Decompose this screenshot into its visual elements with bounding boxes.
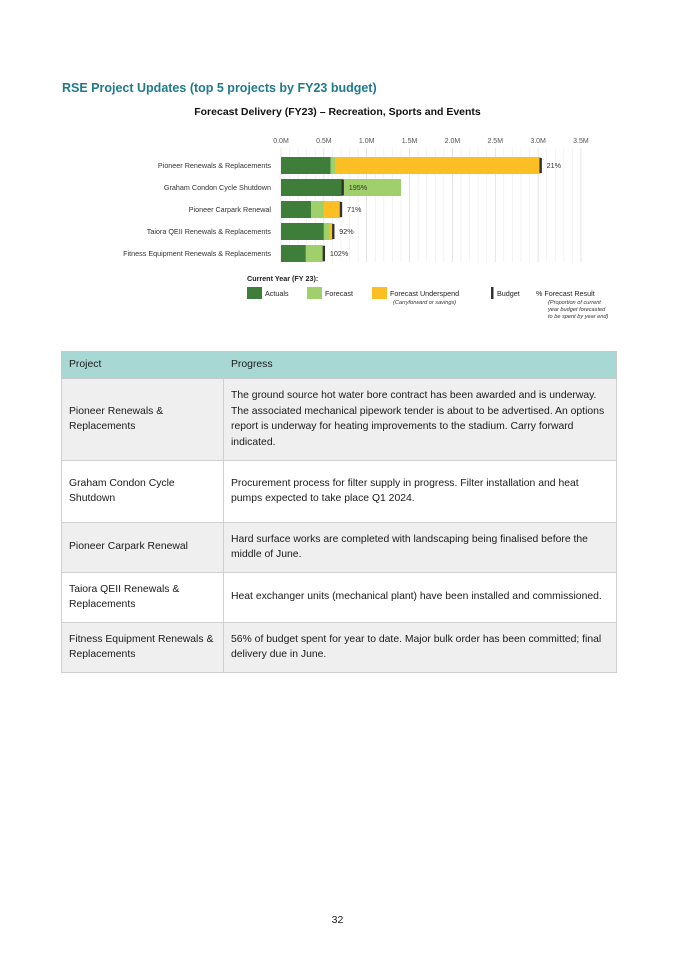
x-tick-label: 2.0M bbox=[444, 138, 461, 145]
x-tick-label: 1.0M bbox=[358, 138, 375, 145]
chart-title: Forecast Delivery (FY23) – Recreation, Sports and Events bbox=[194, 106, 481, 118]
category-label: Graham Condon Cycle Shutdown bbox=[163, 183, 271, 192]
header-project: Project bbox=[62, 352, 224, 379]
project-cell: Taiora QEII Renewals & Replacements bbox=[62, 572, 224, 622]
legend-swatch-budget bbox=[491, 287, 494, 299]
x-tick-label: 2.5M bbox=[487, 138, 504, 145]
legend-sub-percent: to be spent by year end) bbox=[548, 314, 609, 320]
progress-cell: The ground source hot water bore contract has been awarded and is underway. The associated mechanical pipework tender is about to be advertised. An options report is underway for heating improvements to the stadium. Carry forward indicated. bbox=[224, 378, 617, 460]
legend-label-actuals: Actuals bbox=[265, 289, 289, 298]
table-row bbox=[62, 572, 617, 622]
bar-segment-forecast bbox=[306, 245, 325, 262]
legend-title: Current Year (FY 23): bbox=[247, 274, 319, 283]
legend-swatch-forecast bbox=[307, 287, 322, 299]
x-tick-label: 0.5M bbox=[316, 138, 332, 145]
x-tick-label: 1.5M bbox=[401, 138, 418, 145]
bar-segment-forecast bbox=[331, 157, 335, 174]
percent-label: 71% bbox=[346, 205, 362, 214]
progress-cell: Heat exchanger units (mechanical plant) have been installed and commissioned. bbox=[224, 572, 617, 622]
x-tick-label: 3.0M bbox=[530, 138, 546, 145]
legend-swatch-underspend bbox=[372, 287, 387, 299]
bar-segment-forecast bbox=[311, 201, 324, 218]
category-label: Taiora QEII Renewals & Replacements bbox=[146, 227, 271, 236]
percent-label: 195% bbox=[348, 183, 368, 192]
legend-label-percent: % Forecast Result bbox=[536, 289, 595, 298]
legend-label-forecast: Forecast bbox=[325, 289, 353, 298]
budget-marker bbox=[539, 158, 541, 173]
legend-label-budget: Budget bbox=[497, 289, 520, 298]
table-row bbox=[62, 378, 617, 460]
project-cell: Pioneer Carpark Renewal bbox=[62, 522, 224, 572]
progress-cell: 56% of budget spent for year to date. Major bulk order has been committed; final delivery due in June. bbox=[224, 622, 617, 672]
x-tick-label: 0.0M bbox=[273, 138, 289, 145]
forecast-delivery-chart bbox=[0, 128, 675, 333]
bar-segment-forecast bbox=[324, 223, 329, 240]
progress-cell: Procurement process for filter supply in progress. Filter installation and heat pumps expected to take place Q1 2024. bbox=[224, 460, 617, 522]
legend-sub-underspend: (Carryforward or savings) bbox=[393, 300, 457, 306]
legend-label-underspend: Forecast Underspend bbox=[390, 289, 460, 298]
legend-swatch-actuals bbox=[247, 287, 262, 299]
project-cell: Fitness Equipment Renewals & Replacements bbox=[62, 622, 224, 672]
budget-marker bbox=[323, 246, 325, 261]
bar-segment-actuals bbox=[281, 179, 344, 196]
bar-segment-actuals bbox=[281, 245, 306, 262]
table-row bbox=[62, 460, 617, 522]
bar-segment-actuals bbox=[281, 157, 331, 174]
project-cell: Pioneer Renewals & Replacements bbox=[62, 378, 224, 460]
table-row bbox=[62, 622, 617, 672]
table-row bbox=[62, 522, 617, 572]
project-progress-table bbox=[61, 351, 617, 673]
percent-label: 92% bbox=[339, 227, 354, 236]
percent-label: 102% bbox=[329, 249, 349, 258]
progress-cell: Hard surface works are completed with landscaping being finalised before the middle of June. bbox=[224, 522, 617, 572]
category-label: Pioneer Renewals & Replacements bbox=[157, 161, 271, 170]
percent-label: 21% bbox=[546, 161, 562, 170]
legend-sub-percent: (Proportion of current bbox=[548, 300, 601, 306]
legend-sub-percent: year budget forecasted bbox=[548, 307, 606, 313]
category-label: Fitness Equipment Renewals & Replacements bbox=[123, 249, 271, 258]
header-progress: Progress bbox=[224, 352, 617, 379]
section-title: RSE Project Updates (top 5 projects by FY23 budget) bbox=[62, 81, 377, 95]
budget-marker bbox=[332, 224, 334, 239]
table-header-row bbox=[62, 352, 617, 379]
page-number: 32 bbox=[331, 914, 344, 926]
bar-segment-actuals bbox=[281, 223, 324, 240]
project-cell: Graham Condon Cycle Shutdown bbox=[62, 460, 224, 522]
category-label: Pioneer Carpark Renewal bbox=[188, 205, 271, 214]
budget-marker bbox=[342, 180, 344, 195]
x-tick-label: 3.5M bbox=[573, 138, 589, 145]
budget-marker bbox=[340, 202, 342, 217]
bar-segment-forecast-underspend bbox=[324, 201, 341, 218]
bar-segment-actuals bbox=[281, 201, 311, 218]
bar-segment-forecast-underspend bbox=[335, 157, 541, 174]
